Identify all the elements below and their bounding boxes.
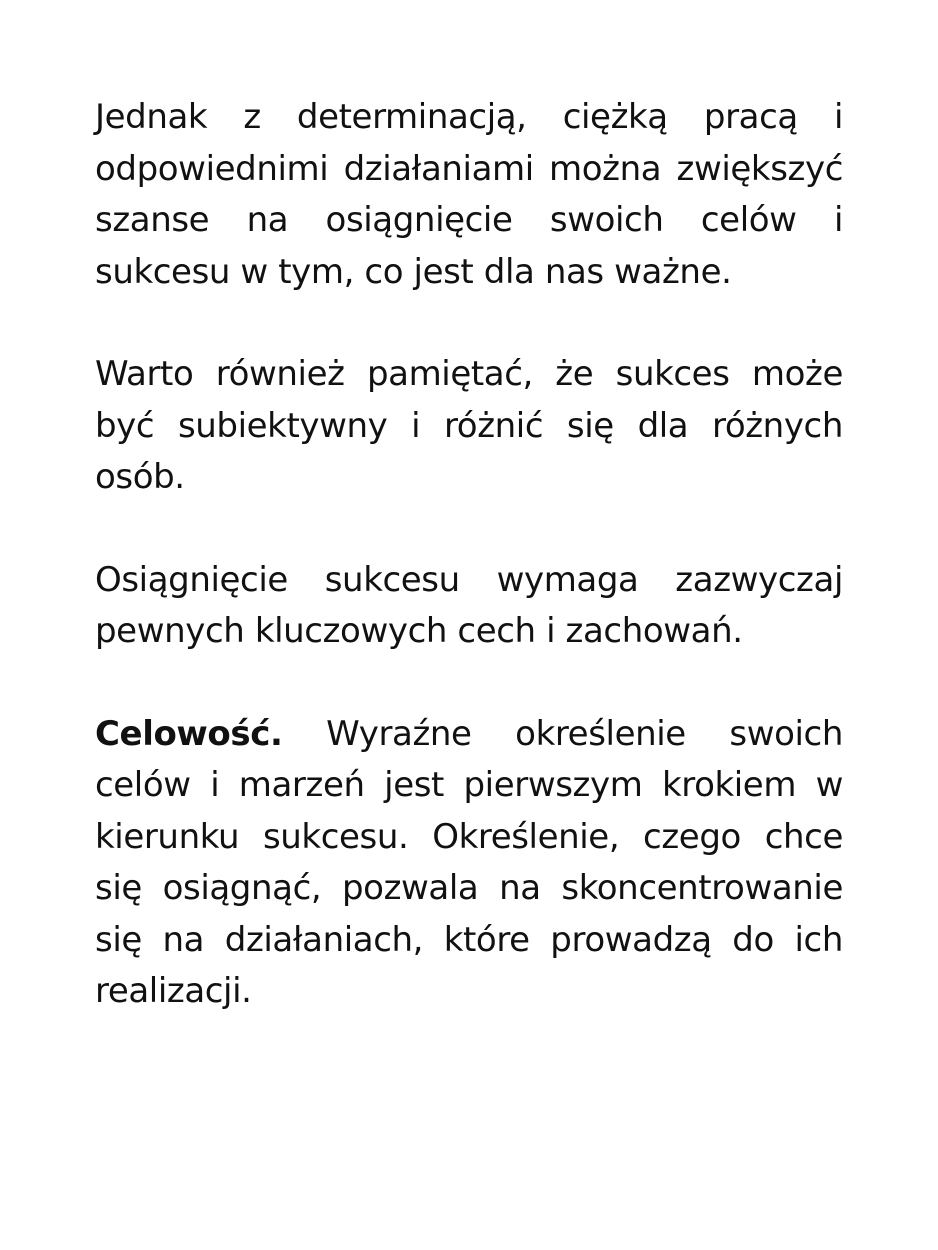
paragraph-text: Wyraźne określenie swoich celów i marzeń jest pierwszym krokiem w kierunku sukcesu. Określenie, czego chce się osiągnąć, pozwala na skoncentrowanie się na działaniach, które prowadzą do ich realizacji. <box>95 713 843 1011</box>
paragraph-3 <box>95 555 843 658</box>
paragraph-4 <box>95 709 843 1018</box>
paragraph-1 <box>95 92 843 298</box>
paragraph-lead-bold: Celowość. <box>95 713 283 754</box>
paragraph-text: Jednak z determinacją, ciężką pracą i odpowiednimi działaniami można zwiększyć szanse na osiągnięcie swoich celów i sukcesu w tym, co jest dla nas ważne. <box>95 97 843 292</box>
document-page <box>95 92 843 1018</box>
paragraph-2 <box>95 349 843 504</box>
paragraph-text: Warto również pamiętać, że sukces może być subiektywny i różnić się dla różnych osób. <box>95 354 843 497</box>
paragraph-text: Osiągnięcie sukcesu wymaga zazwyczaj pewnych kluczowych cech i zachowań. <box>95 559 843 651</box>
